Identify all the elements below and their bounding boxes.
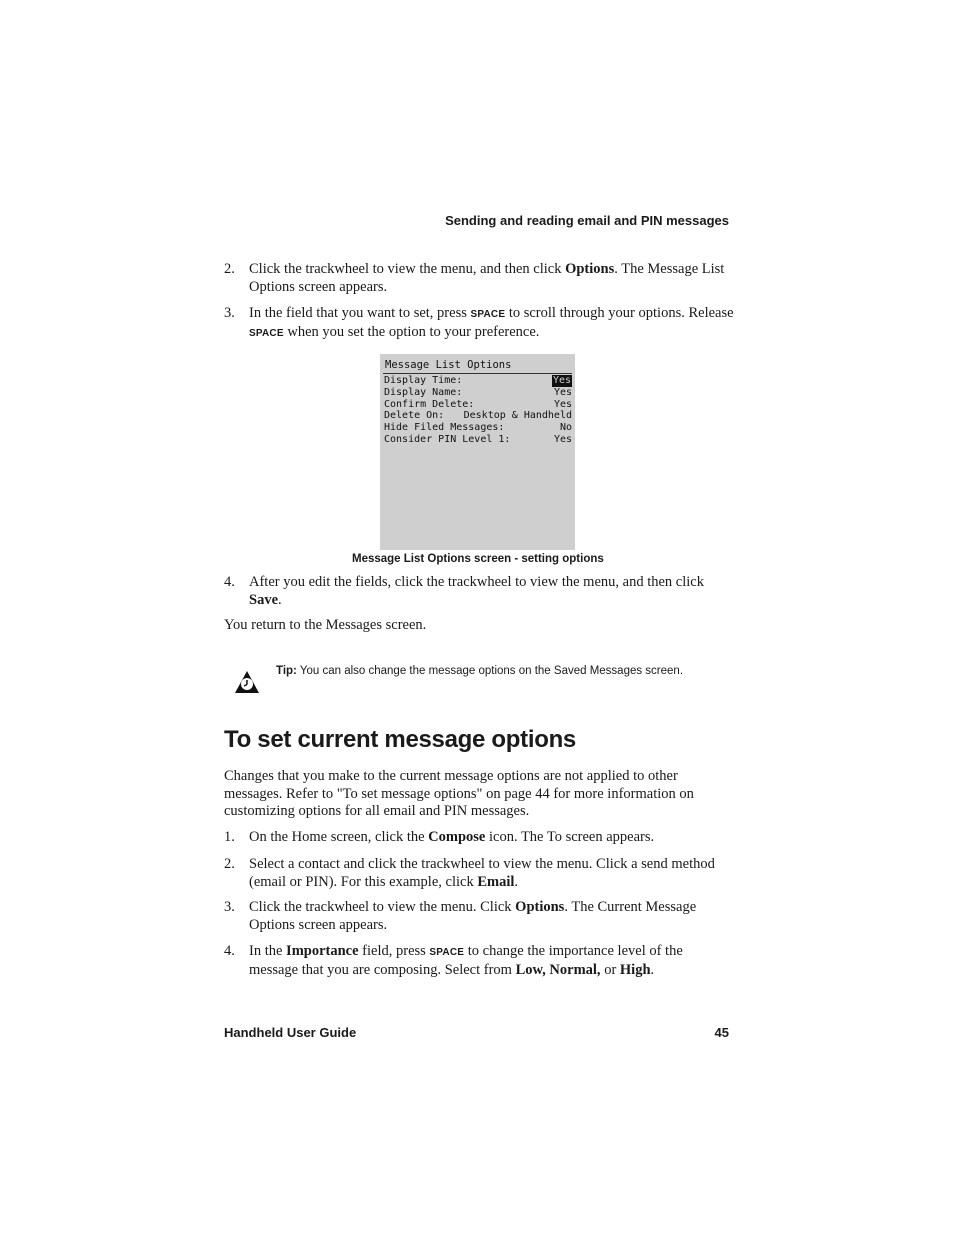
option-row — [384, 422, 572, 434]
step-number: 2. — [224, 261, 235, 277]
option-label: Hide Filed Messages: — [384, 422, 505, 433]
option-label: Display Name: — [384, 387, 463, 398]
step-number: 4. — [224, 943, 235, 959]
screen-divider — [383, 373, 572, 374]
step-text: On the Home screen, click the Compose icon. The To screen appears. — [249, 829, 655, 845]
device-screenshot — [380, 354, 575, 550]
option-row — [384, 434, 572, 446]
step-item — [224, 943, 734, 979]
step-text: Click the trackwheel to view the menu. Click Options. The Current Message Options screen appears. — [249, 899, 697, 933]
step-item — [224, 574, 734, 609]
step-number: 3. — [224, 899, 235, 915]
running-header: Sending and reading email and PIN messages — [445, 213, 729, 228]
tip-icon — [234, 670, 260, 694]
option-row — [384, 375, 572, 387]
key-label: SPACE — [429, 947, 465, 958]
page-number: 45 — [714, 1025, 729, 1040]
step-number: 3. — [224, 305, 235, 321]
footer-title: Handheld User Guide — [224, 1025, 357, 1040]
key-label: SPACE — [470, 309, 506, 320]
figure-caption: Message List Options screen - setting options — [352, 553, 604, 565]
option-value: Yes — [553, 434, 572, 445]
option-label: Consider PIN Level 1: — [384, 434, 511, 445]
tip-label: Tip: — [276, 665, 297, 677]
step-number: 1. — [224, 829, 235, 845]
step-item — [224, 305, 734, 342]
step-number: 2. — [224, 856, 235, 872]
step-item — [224, 856, 734, 891]
step-text: In the field that you want to set, press SPACE to scroll through your options. Release SPACE when you set the option to your preference. — [249, 305, 734, 340]
option-value: No — [559, 422, 572, 433]
key-label: SPACE — [249, 327, 284, 339]
step-text: Click the trackwheel to view the menu, and then click Options. The Message List Options screen appears. — [249, 261, 725, 295]
option-value: Desktop & Handheld — [463, 410, 572, 421]
option-label: Confirm Delete: — [384, 399, 475, 410]
step-text: After you edit the fields, click the trackwheel to view the menu, and then click Save. — [249, 574, 704, 608]
option-row — [384, 410, 572, 422]
option-value: Yes — [553, 399, 572, 410]
option-label: Delete On: — [384, 410, 445, 421]
screen-title: Message List Options — [385, 359, 512, 371]
step-item — [224, 829, 734, 847]
step-text: In the Importance field, press SPACE to change the importance level of the message that you are composing. Select from Low, Normal, or High. — [249, 943, 683, 978]
option-value: Yes — [553, 387, 572, 398]
option-value: Yes — [552, 375, 571, 386]
section-intro: Changes that you make to the current message options are not applied to other messages. Refer to "To set message options" on page 44 for more information on customizing options for all email and PIN messages. — [224, 768, 694, 819]
return-text: You return to the Messages screen. — [224, 617, 427, 633]
option-row — [384, 387, 572, 399]
tip-text: Tip: You can also change the message options on the Saved Messages screen. — [276, 665, 684, 677]
section-heading: To set current message options — [224, 726, 576, 753]
option-label: Display Time: — [384, 375, 463, 386]
step-item — [224, 261, 734, 296]
step-item — [224, 899, 734, 934]
step-text: Select a contact and click the trackwheel to view the menu. Click a send method (email or PIN). For this example, click Email. — [249, 856, 715, 890]
step-number: 4. — [224, 574, 235, 590]
